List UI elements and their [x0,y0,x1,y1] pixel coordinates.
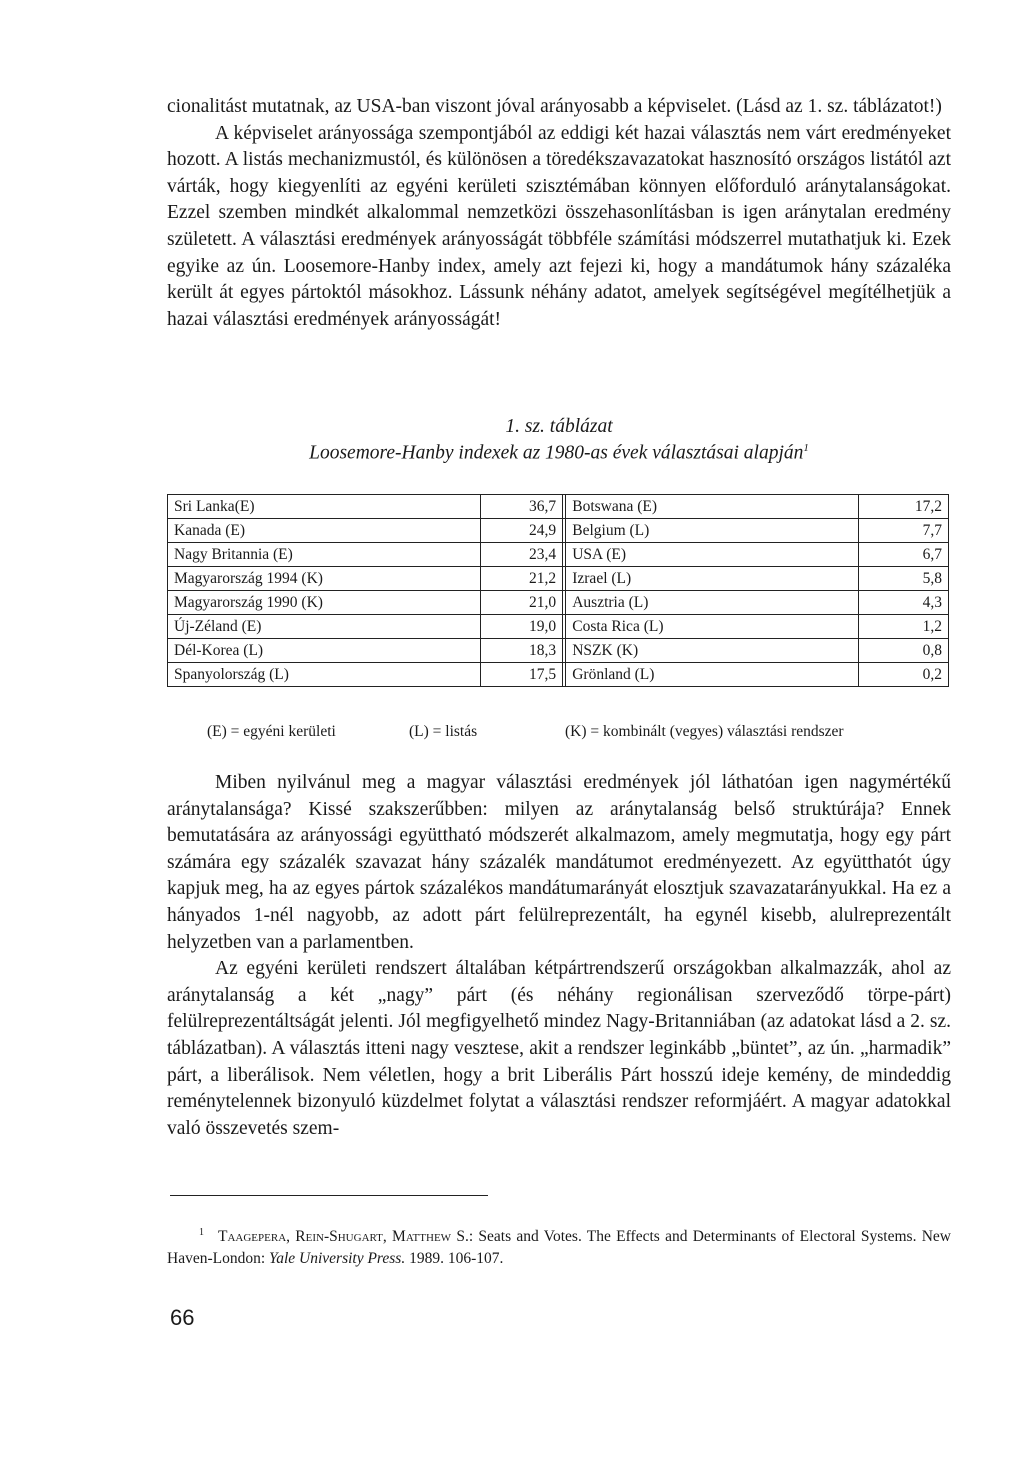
table-row [168,663,949,687]
left-country-cell: Magyarország 1990 (K) [168,591,481,615]
footnote-title: Seats and Votes. The Effects and Determinants of Electoral Systems. New Haven-London: [167,1228,951,1268]
right-index-cell: 4,3 [858,591,948,615]
right-country-cell: Grönland (L) [566,663,859,687]
table-row [168,519,949,543]
footnote-authors: Taagepera, Rein-Shugart, Matthew S.: [218,1228,474,1246]
table-legend [167,723,949,745]
legend-l: (L) = listás [409,723,478,740]
paragraph: cionalitást mutatnak, az USA-ban viszont jóval arányosabb a képviselet. (Lásd az 1. sz. táblázatot!) [167,96,942,117]
right-country-cell: Botswana (E) [566,495,859,519]
left-index-cell: 17,5 [481,663,563,687]
loosemore-hanby-table [167,494,949,687]
right-index-cell: 0,8 [858,639,948,663]
text-block-middle [167,770,951,1142]
left-country-cell: Új-Zéland (E) [168,615,481,639]
right-country-cell: Costa Rica (L) [566,615,859,639]
table-caption-number: 1. sz. táblázat [505,416,613,437]
footnote-publisher: Yale University Press. [269,1250,406,1268]
left-index-cell: 36,7 [481,495,563,519]
table-row [168,567,949,591]
table-row [168,591,949,615]
right-index-cell: 1,2 [858,615,948,639]
right-index-cell: 0,2 [858,663,948,687]
left-index-cell: 21,2 [481,567,563,591]
right-country-cell: Belgium (L) [566,519,859,543]
table-row [168,615,949,639]
right-country-cell: Izrael (L) [566,567,859,591]
table-caption-title [167,442,951,465]
left-country-cell: Nagy Britannia (E) [168,543,481,567]
table-row [168,639,949,663]
footnote [167,1222,951,1270]
index-table-wrapper [167,494,949,687]
footnote-mark: 1 [199,1227,204,1238]
left-country-cell: Magyarország 1994 (K) [168,567,481,591]
right-index-cell: 17,2 [858,495,948,519]
paragraph: Az egyéni kerületi rendszert általában kétpártrendszerű országokban alkalmazzák, ahol az aránytalanság a két „nagy” párt (és néhány regionálisan szerveződő törpe-párt) felülreprezentáltságát jelenti. Jól megfigyelhető mindez Nagy-Britanniában (az adatokat lásd a 2. sz. táblázatban). A választás itteni nagy vesztese, akit a rendszer leginkább „büntet”, az ún. „harmadik” párt, a liberálisok. Nem véletlen, hogy a brit Liberális Párt hosszú ideje kemény, de mindeddig reménytelennek bizonyuló küzdelmet folytat a választási rendszer reformjáért. A magyar adatokkal való összevetés szem- [167,958,951,1139]
footnote-divider [170,1195,488,1196]
page-number: 66 [170,1305,195,1330]
table-row [168,495,949,519]
right-country-cell: NSZK (K) [566,639,859,663]
left-index-cell: 18,3 [481,639,563,663]
caption-title-text: Loosemore-Hanby indexek az 1980-as évek választásai alapján [309,442,804,464]
text-block-top [167,94,951,333]
left-country-cell: Kanada (E) [168,519,481,543]
paragraph: Miben nyilvánul meg a magyar választási eredmények jól láthatóan igen nagymértékű aránytalansága? Kissé szakszerűbben: milyen az aránytalanság belső struktúrája? Ennek bemutatására az arányossági együttható módszerét alkalmazom, amely megmutatja, hogy egy párt számára egy százalék szavazat hány százalék mandátumot eredményezett. Az együtthatót úgy kapjuk meg, ha az egyes pártok százalékos mandátumarányát elosztjuk szavazatarányukkal. Ha ez a hányados 1-nél nagyobb, az adott párt felülreprezentált, ha egynél kisebb, alulreprezentált helyzetben van a parlamentben. [167,772,951,953]
footnote-reference: 1 [803,442,809,454]
left-index-cell: 24,9 [481,519,563,543]
right-index-cell: 5,8 [858,567,948,591]
right-index-cell: 7,7 [858,519,948,543]
table-row [168,543,949,567]
left-country-cell: Spanyolország (L) [168,663,481,687]
left-country-cell: Dél-Korea (L) [168,639,481,663]
footnote-year-pages: 1989. 106-107. [409,1250,504,1268]
left-index-cell: 23,4 [481,543,563,567]
legend-k: (K) = kombinált (vegyes) választási rendszer [565,723,844,740]
left-index-cell: 19,0 [481,615,563,639]
paragraph: A képviselet arányossága szempontjából az eddigi két hazai választás nem várt eredményeket hozott. A listás mechanizmustól, és különösen a töredékszavazatokat hasznosító országos listától azt várták, hogy kiegyenlíti az egyéni kerületi szisztémában könnyen előforduló aránytalanságokat. Ezzel szemben mindkét alkalommal nemzetközi összehasonlításban is igen aránytalan eredmény született. A választási eredmények arányosságát többféle számítási módszerrel mutathatjuk ki. Ezek egyike az ún. Loosemore-Hanby index, amely azt fejezi ki, hogy a mandátumok hány százaléka került át egyes pártoktól másokhoz. Lássunk néhány adatot, amelyek segítségével megítélhetjük a hazai választási eredmények arányosságát! [167,122,951,330]
left-country-cell: Sri Lanka(E) [168,495,481,519]
left-index-cell: 21,0 [481,591,563,615]
legend-e: (E) = egyéni kerületi [207,723,336,740]
right-index-cell: 6,7 [858,543,948,567]
table-body [168,495,949,687]
right-country-cell: USA (E) [566,543,859,567]
right-country-cell: Ausztria (L) [566,591,859,615]
